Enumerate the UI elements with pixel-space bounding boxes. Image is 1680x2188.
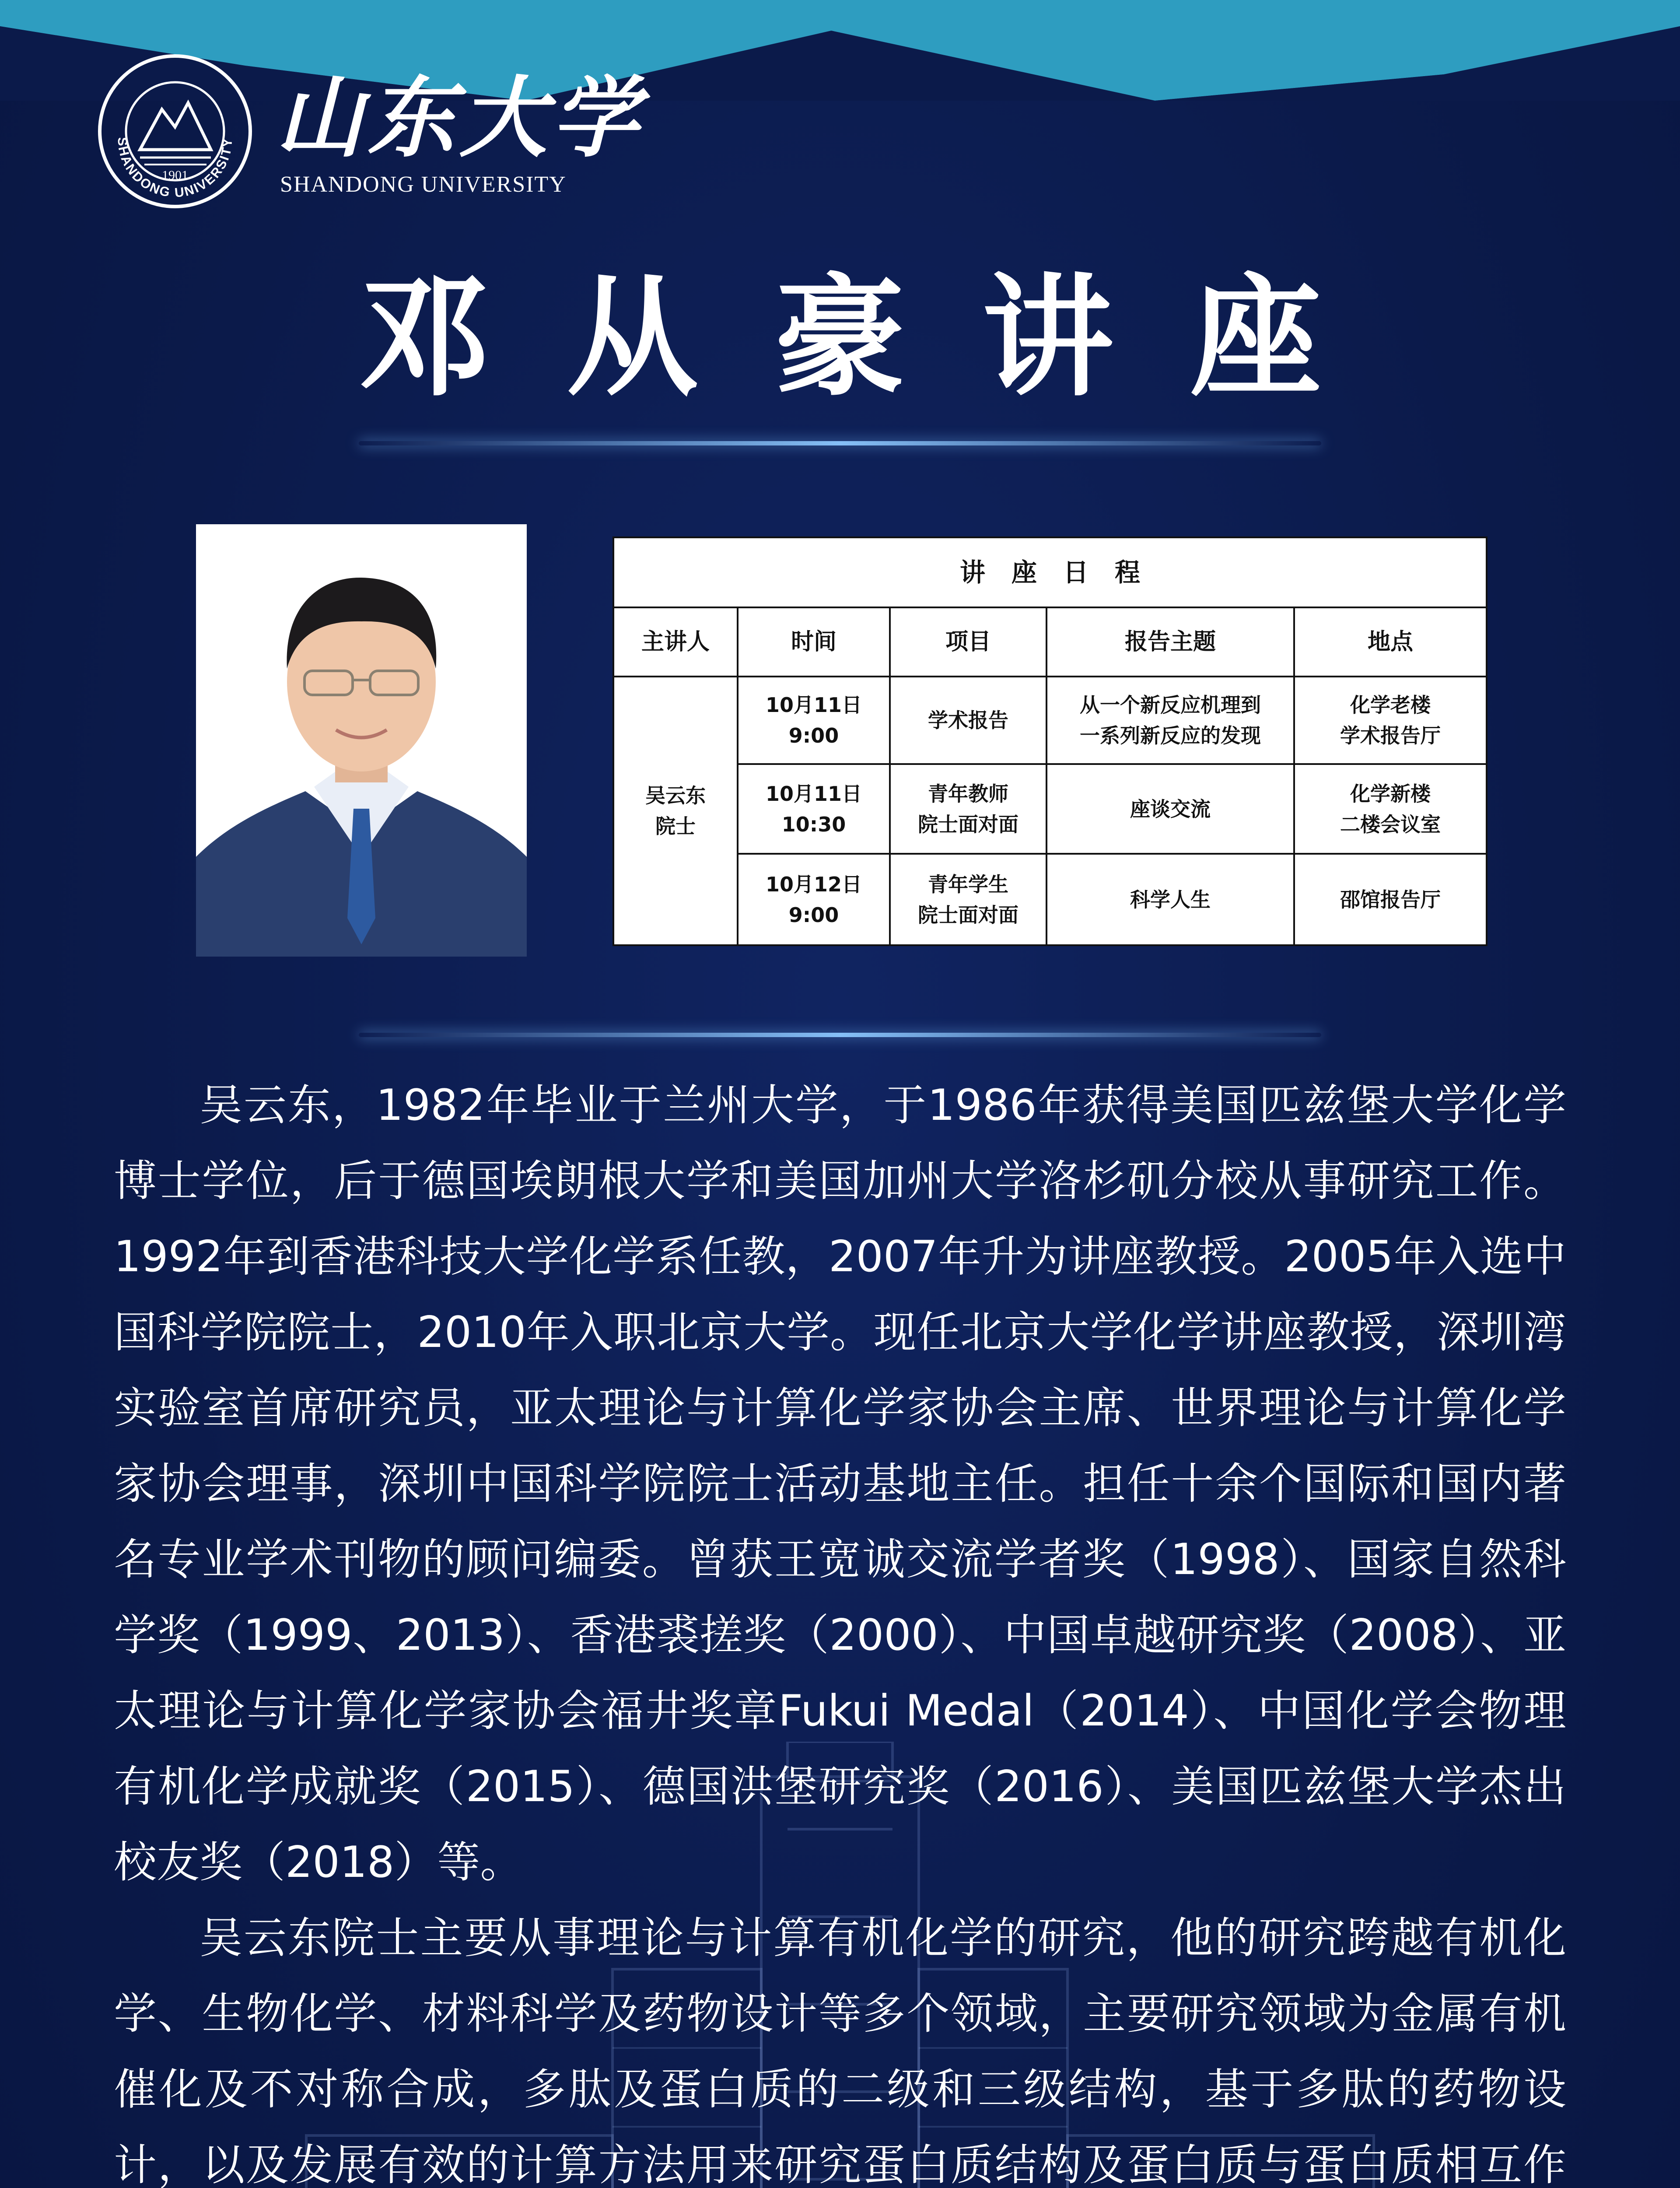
header-item: 项目 — [891, 608, 1047, 677]
schedule-table — [612, 536, 1488, 946]
title-divider — [359, 441, 1321, 445]
row1-time: 10月11日 9:00 — [738, 677, 891, 765]
university-logo — [96, 53, 644, 210]
row3-place: 邵馆报告厅 — [1340, 887, 1441, 912]
page-title: 邓从豪讲座 — [359, 259, 1398, 414]
speaker-cell: 吴云东 院士 — [614, 677, 738, 944]
bio-paragraph-2: 吴云东院士主要从事理论与计算有机化学的研究，他的研究跨越有机化学、生物化学、材料科学及药物设计等多个领域，主要研究领域为金属有机催化及不对称合成，多肽及蛋白质的二级和三级结构，基于多肽的药物设计，以及发展有效的计算方法用来研究蛋白质结构及蛋白质与蛋白质相互作 — [114, 1913, 1566, 2188]
bio-paragraph-1: 吴云东，1982年毕业于兰州大学，于1986年获得美国匹兹堡大学化学博士学位，后于德国埃朗根大学和美国加州大学洛杉矶分校从事研究工作。1992年到香港科技大学化学系任教，2007年升为讲座教授。2005年入选中国科学院院士，2010年入职北京大学。现任北京大学化学讲座教授，深圳湾实验室首席研究员，亚太理论与计算化学家协会主席、世界理论与计算化学家协会理事，深圳中国科学院院士活动基地主任。担任十余个国际和国内著名专业学术刊物的顾问编委。曾获王宽诚交流学者奖（1998）、国家自然科学奖（1999、2013）、香港裘搓奖（2000）、中国卓越研究奖（2008）、亚太理论与计算化学家协会福井奖章Fukui Medal（2014）、中国化学会物理有机化学成就奖（2015）、德国洪堡研究奖（2016）、美国匹兹堡大学杰出校友奖（2018）等。 — [114, 1080, 1566, 1887]
seal-year: 1901 — [162, 168, 188, 182]
university-seal-icon — [96, 53, 254, 210]
header-place: 地点 — [1295, 608, 1486, 677]
university-name-en: SHANDONG UNIVERSITY — [280, 172, 567, 197]
seal-text: SHANDONG UNIVERSITY — [115, 137, 235, 200]
schedule-title: 讲座日程 — [614, 538, 1486, 608]
speaker-bio — [114, 1068, 1566, 2188]
section-divider — [359, 1033, 1321, 1037]
row2-topic: 座谈交流 — [1047, 765, 1295, 855]
row3-time: 10月12日 9:00 — [738, 855, 891, 944]
row2-time: 10月11日 10:30 — [738, 765, 891, 855]
university-name-cn: 山东大学 — [276, 67, 644, 169]
header-speaker: 主讲人 — [614, 608, 738, 677]
row3-item: 青年学生 院士面对面 — [891, 855, 1047, 944]
row1-place: 化学老楼 学术报告厅 — [1295, 677, 1486, 765]
speaker-photo — [196, 524, 527, 957]
row2-item: 青年教师 院士面对面 — [891, 765, 1047, 855]
row1-topic: 从一个新反应机理到 一系列新反应的发现 — [1047, 677, 1295, 765]
row3-topic: 科学人生 — [1047, 855, 1295, 944]
row2-place: 化学新楼 二楼会议室 — [1295, 765, 1486, 855]
header-time: 时间 — [738, 608, 891, 677]
row1-item: 学术报告 — [891, 677, 1047, 765]
header-topic: 报告主题 — [1047, 608, 1295, 677]
portrait-image — [196, 524, 527, 957]
